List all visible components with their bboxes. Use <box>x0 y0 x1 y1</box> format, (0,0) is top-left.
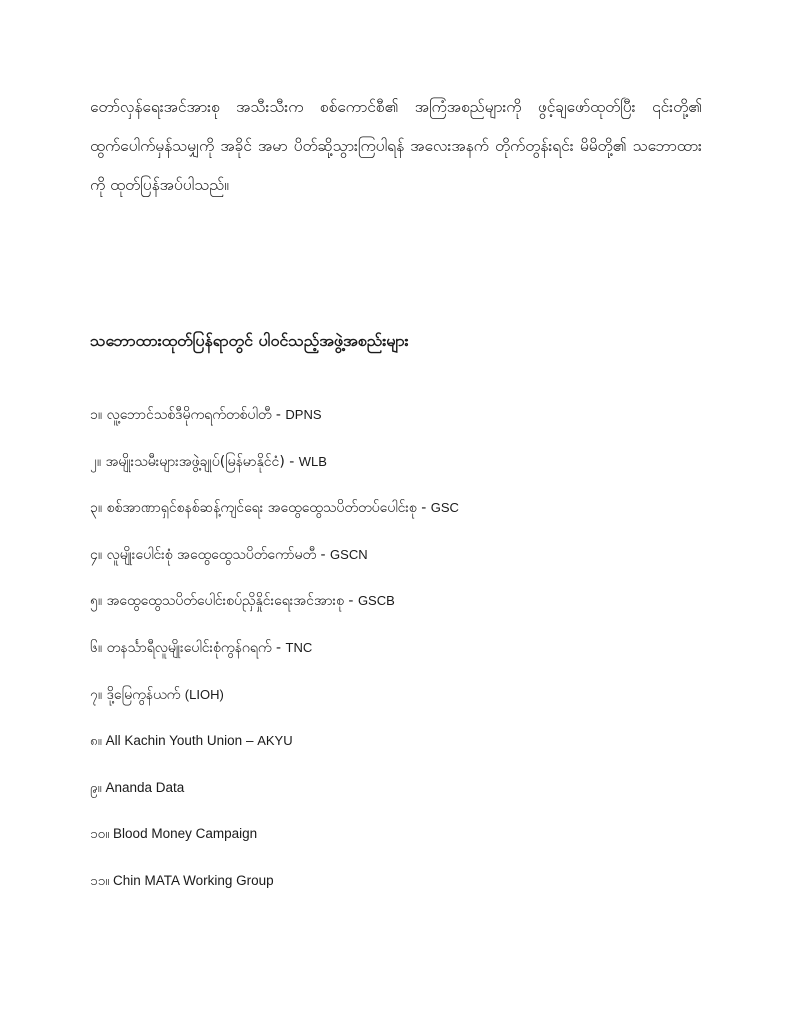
participants-heading: သဘောထားထုတ်ပြန်ရာတွင် ပါဝင်သည့်အဖွဲ့အစည်းများ <box>90 331 409 350</box>
separator: – <box>242 733 258 749</box>
list-item <box>90 445 702 492</box>
list-item <box>90 584 702 631</box>
organization-code: (LIOH) <box>184 686 224 702</box>
organization-code: TNC <box>285 639 313 655</box>
organization-name: အထွေထွေသပိတ်ပေါင်းစပ်ညှိနှိုင်းရေးအင်အားစု <box>106 593 344 610</box>
organization-code: GSCN <box>330 546 368 562</box>
separator: - <box>271 639 286 656</box>
item-number: ၂။ <box>90 453 102 470</box>
organization-code: GSCB <box>357 593 395 609</box>
organization-name: Ananda Data <box>105 779 185 795</box>
organization-name: Chin MATA Working Group <box>113 872 274 888</box>
organization-code: WLB <box>298 453 327 469</box>
list-item <box>90 724 702 771</box>
intro-paragraph: တော်လှန်ရေးအင်အားစု အသီးသီးက စစ်ကောင်စီ၏ အကြံအစည်များကို ဖွင့်ချဖော်ထုတ်ပြီး ၎င်းတို့၏ ထွက်ပေါက်မှန်သမျှကို အခိုင် အမာ ပိတ်ဆို့သွားကြပါရန် အလေးအနက် တိုက်တွန်းရင်း မိမိတို့၏ သဘောထားကို ထုတ်ပြန်အပ်ပါသည်။ <box>90 98 702 194</box>
organization-code: AKYU <box>257 733 293 749</box>
organization-name: အမျိုးသမီးများအဖွဲ့ချုပ်(မြန်မာနိုင်ငံ) <box>105 453 285 470</box>
item-number: ၅။ <box>90 593 103 610</box>
item-number: ၁၁။ <box>90 872 110 888</box>
separator: - <box>416 500 431 517</box>
organization-name: လူမျိုးပေါင်းစုံ အထွေထွေသပိတ်ကော်မတီ <box>106 546 317 563</box>
item-number: ၈။ <box>90 733 102 749</box>
separator: - <box>343 593 358 610</box>
item-number: ၃။ <box>90 500 103 517</box>
organization-name: တနင်္သာရီလူမျိုးပေါင်းစုံကွန်ဂရက် <box>106 639 272 656</box>
item-number: ၁၀။ <box>90 826 110 842</box>
list-item <box>90 631 702 678</box>
separator: - <box>271 407 286 423</box>
organization-name: All Kachin Youth Union <box>105 733 243 749</box>
list-item <box>90 771 702 818</box>
separator: - <box>284 453 299 470</box>
list-item <box>90 491 702 538</box>
organization-name: စစ်အာဏာရှင်စနစ်ဆန့်ကျင်ရေး အထွေထွေသပိတ်တပ်ပေါင်းစု <box>106 500 417 517</box>
organization-name: လူ့ဘောင်သစ်ဒီမိုကရက်တစ်ပါတီ <box>106 407 272 423</box>
organization-name: ဒို့မြေကွန်ယက် <box>106 686 181 703</box>
organization-code: DPNS <box>285 407 322 422</box>
list-item <box>90 678 702 725</box>
separator: - <box>316 546 331 563</box>
list-item <box>90 538 702 585</box>
list-item <box>90 398 702 445</box>
organization-code: GSC <box>430 500 459 516</box>
item-number: ၇။ <box>90 686 103 703</box>
item-number: ၉။ <box>90 779 102 795</box>
organization-name: Blood Money Campaign <box>113 826 258 842</box>
item-number: ၆။ <box>90 639 103 656</box>
item-number: ၁။ <box>90 407 103 423</box>
list-item <box>90 864 702 911</box>
organization-list <box>90 398 702 911</box>
list-item <box>90 817 702 864</box>
item-number: ၄။ <box>90 546 103 563</box>
